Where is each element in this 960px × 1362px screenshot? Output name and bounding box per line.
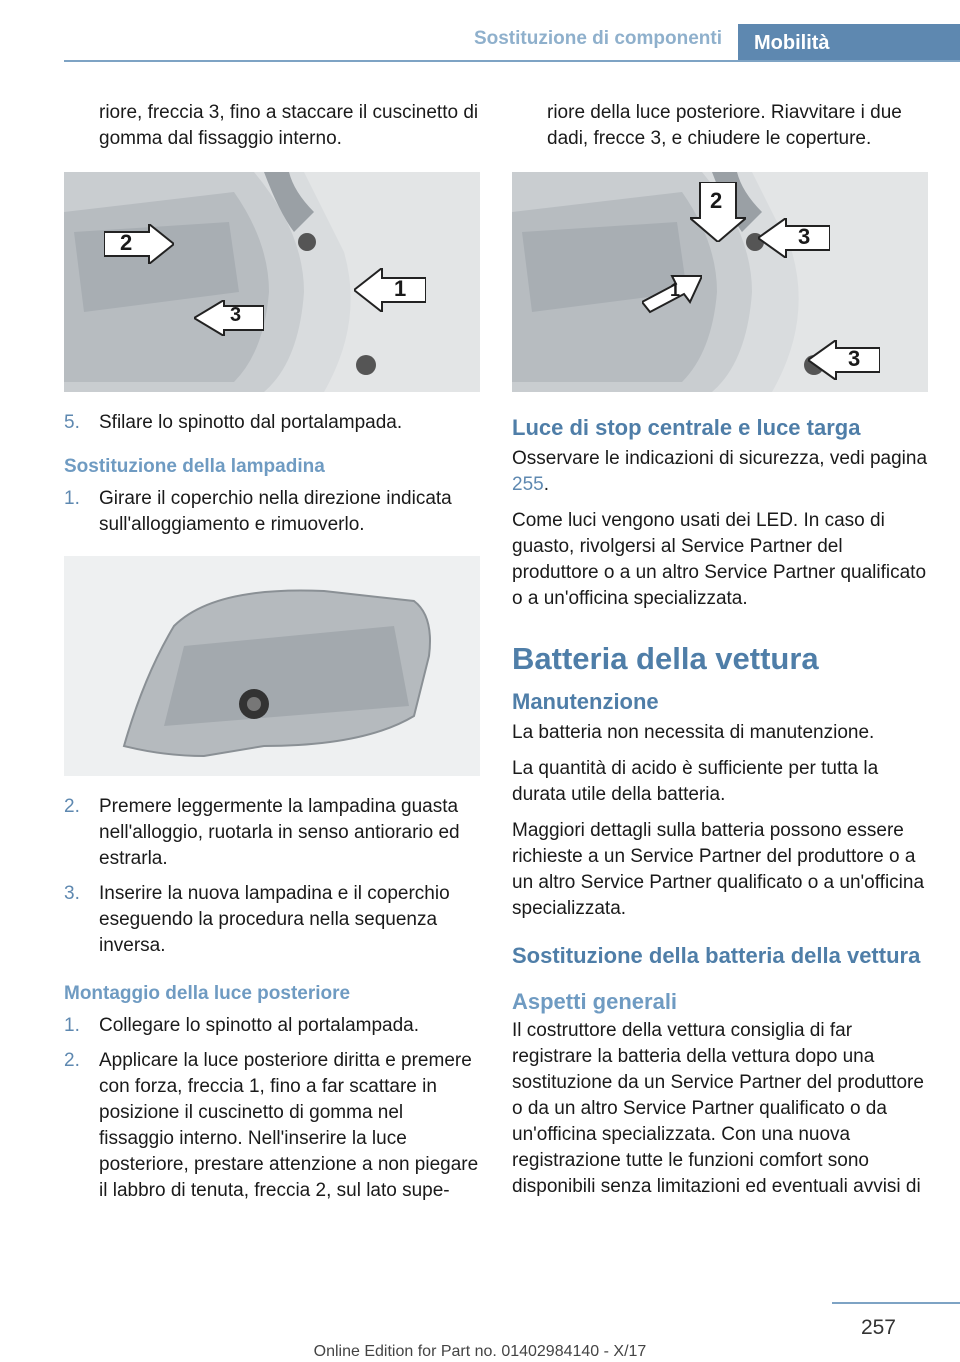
bulb-step-1	[64, 486, 480, 538]
footer-edition: Online Edition for Part no. 01402984140 - X/17	[313, 1343, 647, 1360]
heading-stop-plate-light: Luce di stop centrale e luce targa	[512, 415, 861, 440]
header-rule	[64, 60, 960, 62]
continued-text: riore, freccia 3, fino a staccare il cuscinetto di gomma dal fissaggio interno.	[99, 102, 479, 149]
continued-text: riore della luce posteriore. Riavvitare i due dadi, frecce 3, e chiudere le coperture.	[547, 102, 902, 149]
header-section-title: Sostituzione di componenti	[473, 28, 722, 49]
step-text: Applicare la luce posteriore diritta e premere con forza, freccia 1, fino a far scattare in posizione il cuscinetto di gomma nel fissaggio interno. Nell'inserire la luce posteriore, prestare attenzione a non piegare il labbro di tenuta, freccia 2, sul lato supe-	[99, 1050, 479, 1201]
maintenance-paragraph-2: La quantità di acido è sufficiente per tutta la durata utile della batteria.	[512, 758, 879, 805]
heading-battery-replacement: Sostituzione della batteria della vettura	[512, 943, 921, 968]
step-number: 1.	[64, 488, 80, 509]
heading-taillight-mounting: Montaggio della luce posteriore	[64, 983, 351, 1004]
arrow-label-3-lower: 3	[808, 340, 880, 380]
bulb-step-3	[64, 881, 480, 959]
step-text: Sfilare lo spinotto dal portalampada.	[99, 412, 403, 433]
mount-step-1	[64, 1013, 480, 1039]
arrow-label-2: 2	[690, 182, 746, 242]
mount-step-2	[64, 1048, 480, 1204]
stop-safety-paragraph: Osservare le indicazioni di sicurezza, vedi pagina 255.	[512, 448, 928, 495]
step-number: 5.	[64, 412, 80, 433]
step-number: 3.	[64, 883, 80, 904]
right-column	[512, 100, 928, 1210]
maintenance-paragraph-3: Maggiori dettagli sulla batteria possono essere richieste a un Service Partner del produttore o a un altro Service Partner qualificato o a un'officina specializzata.	[512, 820, 925, 919]
step-text: Girare il coperchio nella direzione indicata sull'alloggiamento e rimuoverlo.	[99, 488, 452, 535]
page-number: 257	[860, 1316, 896, 1339]
step-text: Inserire la nuova lampadina e il coperchio eseguendo la procedura nella sequenza inversa.	[99, 883, 450, 956]
page-link[interactable]: 255	[512, 474, 544, 495]
lamp-housing-figure	[64, 556, 480, 776]
general-paragraph: Il costruttore della vettura consiglia di far registrare la batteria della vettura dopo una sostituzione da un Service Partner del produttore o da un altro Service Partner qualificato o da un'officina specializzata. Con una nuova registrazione tutte le funzioni comfort sono disponibili senza limitazioni ed eventuali avvisi di	[512, 1020, 924, 1197]
step-number: 2.	[64, 1050, 80, 1071]
lamp-housing-illustration	[64, 556, 480, 776]
header-chapter-tab[interactable]: Mobilità	[738, 24, 960, 62]
left-column	[64, 100, 480, 1213]
heading-bulb-replacement: Sostituzione della lampadina	[64, 456, 325, 477]
step-text: Premere leggermente la lampadina guasta nell'alloggio, ruotarla in senso antiorario ed estrarla.	[99, 796, 460, 869]
maintenance-paragraph-1: La batteria non necessita di manutenzione.	[512, 722, 875, 743]
step-number: 2.	[64, 796, 80, 817]
arrow-label-1: 1	[642, 272, 702, 314]
step-5	[64, 410, 480, 436]
taillight-install-figure	[512, 172, 928, 392]
arrow-label-1: 1	[354, 268, 426, 312]
heading-vehicle-battery: Batteria della vettura	[512, 641, 819, 676]
step-number: 1.	[64, 1015, 80, 1036]
heading-general-aspects: Aspetti generali	[512, 989, 678, 1014]
step-text: Collegare lo spinotto al portalampada.	[99, 1015, 420, 1036]
footer-rule	[832, 1302, 960, 1304]
taillight-removal-figure	[64, 172, 480, 392]
heading-maintenance: Manutenzione	[512, 689, 659, 714]
stop-led-paragraph: Come luci vengono usati dei LED. In caso di guasto, rivolgersi al Service Partner del produttore o a un altro Service Partner qualificato o a un'officina specializzata.	[512, 510, 927, 609]
bulb-step-2	[64, 794, 480, 872]
arrow-label-3: 3	[194, 300, 264, 336]
arrow-label-3-upper: 3	[758, 218, 830, 258]
arrow-label-2: 2	[104, 224, 174, 264]
